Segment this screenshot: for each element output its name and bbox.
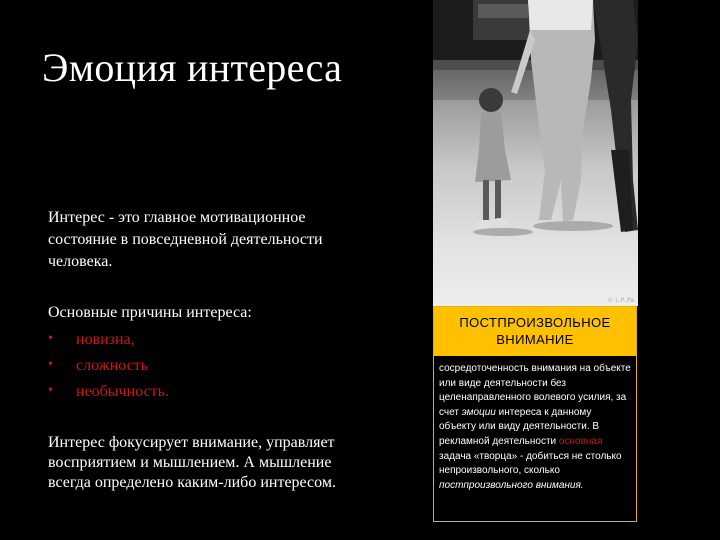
cause-label: необычность.	[76, 383, 169, 400]
intro-text: Интерес - это главное мотивационное состояние в повседневной деятельности человека.	[48, 209, 323, 270]
cause-label: новизна,	[76, 331, 135, 348]
definition-highlight: основная	[558, 435, 603, 447]
definition-emphasis: постпроизвольного внимания.	[439, 479, 584, 491]
definition-box	[433, 306, 637, 522]
definition-emphasis: эмоции	[461, 406, 496, 418]
focus-text: Интерес фокусирует внимание, управляет восприятием и мышлением. А мышление всегда определено каким-либо интересом.	[48, 434, 336, 491]
photo-credit: © L.P. Pa	[607, 297, 634, 304]
box-heading-line: ПОСТПРОИЗВОЛЬНОЕ	[459, 315, 611, 330]
box-definition-text	[434, 356, 636, 493]
bullet-icon: •	[48, 383, 53, 398]
bullet-icon: •	[48, 357, 53, 372]
box-heading	[434, 307, 636, 356]
definition-part: задача «творца» - добиться не столько непроизвольного, сколько	[439, 450, 622, 477]
bullet-icon: •	[48, 331, 53, 346]
photo-illustration	[433, 0, 638, 306]
cause-label: сложность	[76, 357, 149, 374]
box-heading-line: ВНИМАНИЕ	[496, 332, 574, 347]
definition-part: интереса к данному объекту или виду деятельности. В рекламной деятельности	[439, 406, 600, 447]
slide-title: Эмоция интереса	[42, 45, 343, 90]
causes-heading: Основные причины интереса:	[48, 304, 252, 321]
definition-part: сосредоточенность внимания на объекте или виде деятельности без целенаправленного волевого усилия, за счет	[439, 363, 631, 418]
photo-child-with-adults	[433, 0, 638, 306]
